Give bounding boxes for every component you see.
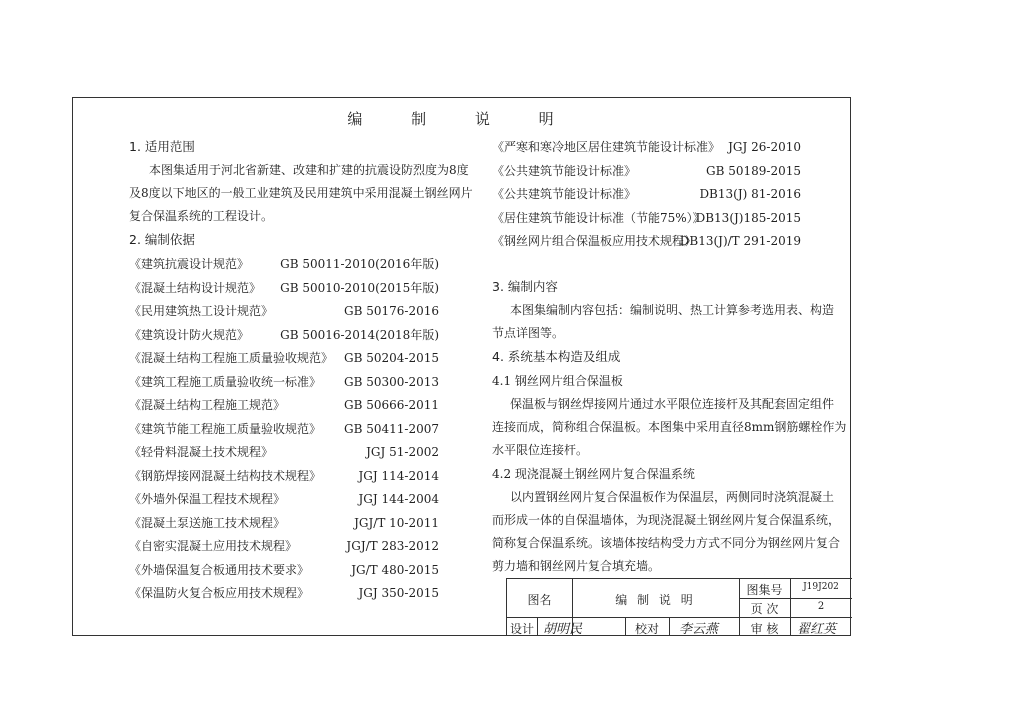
page-number: 2 (817, 601, 825, 612)
paragraph-line: 节点详图等。 (492, 326, 565, 340)
reference-title: 《建筑抗震设计规范》 (129, 257, 250, 271)
reference-code: GB 50666-2011 (344, 398, 439, 412)
reference-code: JG/T 480-2015 (351, 562, 439, 577)
reference-code: DB13(J) 81-2016 (699, 187, 801, 201)
paragraph-line: 及8度以下地区的一般工业建筑及民用建筑中采用混凝土钢丝网片 (129, 186, 473, 200)
reference-title: 《混凝土结构工程施工规范》 (129, 398, 286, 412)
reference-title: 《居住建筑节能设计标准（节能75%）》 (492, 210, 705, 225)
section-2-heading: 2. 编制依据 (129, 232, 195, 247)
paragraph-line: 水平限位连接杆。 (492, 443, 589, 457)
drawing-sheet (72, 97, 851, 636)
paragraph-line: 剪力墙和钢丝网片复合填充墙。 (492, 559, 661, 573)
paragraph-line: 而形成一体的自保温墙体，为现浇混凝土钢丝网片复合保温系统， (492, 513, 841, 527)
page-label: 页 次 (750, 602, 779, 616)
reference-code: GB 50016-2014(2018年版) (280, 327, 439, 342)
section-4-heading: 4. 系统基本构造及组成 (492, 349, 621, 364)
reference-title: 《混凝土结构工程施工质量验收规范》 (129, 351, 334, 365)
section-4-1-heading: 4.1 钢丝网片组合保温板 (492, 374, 623, 388)
paragraph-line: 简称复合保温系统。该墙体按结构受力方式不同分为钢丝网片复合 (492, 536, 841, 550)
check-label: 校对 (634, 622, 659, 636)
design-signature: 胡明民 (543, 622, 583, 637)
atlas-number-label: 图集号 (746, 583, 783, 597)
reference-code: GB 50189-2015 (706, 163, 801, 178)
paragraph-line: 保温板与钢丝焊接网片通过水平限位连接杆及其配套固定组件 (510, 397, 835, 411)
atlas-number: J19J202 (803, 582, 839, 592)
reference-code: GB 50010-2010(2015年版) (280, 280, 439, 295)
reference-title: 《公共建筑节能设计标准》 (492, 163, 637, 178)
check-signature: 李云燕 (679, 622, 719, 637)
title-value: 编 制 说 明 (615, 593, 696, 607)
reference-title: 《轻骨料混凝土技术规程》 (129, 445, 274, 459)
reference-code: JGJ/T 10-2011 (354, 515, 439, 530)
reference-title: 《建筑工程施工质量验收统一标准》 (129, 374, 322, 389)
reference-code: GB 50204-2015 (344, 351, 439, 365)
title-label: 图名 (527, 593, 552, 607)
reference-code: JGJ 350-2015 (358, 586, 439, 600)
review-signature: 翟红英 (797, 622, 837, 637)
reference-title: 《钢筋焊接网混凝土结构技术规程》 (129, 468, 322, 483)
review-label: 审 核 (750, 622, 779, 636)
reference-code: GB 50300-2013 (344, 374, 439, 389)
reference-title: 《建筑节能工程施工质量验收规范》 (129, 421, 322, 436)
reference-title: 《民用建筑热工设计规范》 (129, 304, 274, 318)
paragraph-line: 以内置钢丝网片复合保温板作为保温层，两侧同时浇筑混凝土 (510, 490, 835, 504)
reference-title: 《严寒和寒冷地区居住建筑节能设计标准》 (492, 140, 721, 154)
reference-title: 《公共建筑节能设计标准》 (492, 187, 637, 201)
reference-code: DB13(J)/T 291-2019 (679, 234, 801, 248)
section-4-2-heading: 4.2 现浇混凝土钢丝网片复合保温系统 (492, 467, 695, 481)
reference-code: DB13(J)185-2015 (695, 210, 801, 225)
design-label: 设计 (509, 622, 534, 636)
reference-title: 《自密实混凝土应用技术规程》 (129, 539, 298, 553)
page-title: 编 制 说 明 (347, 110, 576, 128)
reference-code: JGJ 114-2014 (358, 468, 439, 483)
reference-code: GB 50011-2010(2016年版) (280, 257, 439, 271)
reference-code: GB 50176-2016 (344, 304, 439, 318)
paragraph-line: 本图集适用于河北省新建、改建和扩建的抗震设防烈度为8度 (149, 163, 469, 177)
reference-code: GB 50411-2007 (344, 421, 439, 436)
reference-code: JGJ 26-2010 (728, 140, 801, 154)
title-block (506, 578, 852, 636)
paragraph-line: 本图集编制内容包括：编制说明、热工计算参考选用表、构造 (510, 303, 835, 317)
paragraph-line: 连接而成，简称组合保温板。本图集中采用直径8mm钢筋螺栓作为 (492, 420, 847, 434)
reference-code: JGJ 51-2002 (366, 445, 439, 459)
section-1-heading: 1. 适用范围 (129, 139, 195, 154)
reference-title: 《保温防火复合板应用技术规程》 (129, 586, 310, 600)
reference-title: 《钢丝网片组合保温板应用技术规程》 (492, 234, 697, 248)
reference-code: JGJ 144-2004 (358, 492, 439, 506)
section-3-heading: 3. 编制内容 (492, 279, 558, 294)
reference-title: 《建筑设计防火规范》 (129, 327, 250, 342)
reference-title: 《混凝土泵送施工技术规程》 (129, 515, 286, 530)
reference-code: JGJ/T 283-2012 (346, 539, 439, 553)
reference-title: 《外墙保温复合板通用技术要求》 (129, 562, 310, 577)
paragraph-line: 复合保温系统的工程设计。 (129, 209, 274, 223)
reference-title: 《外墙外保温工程技术规程》 (129, 492, 286, 506)
reference-title: 《混凝土结构设计规范》 (129, 280, 262, 295)
